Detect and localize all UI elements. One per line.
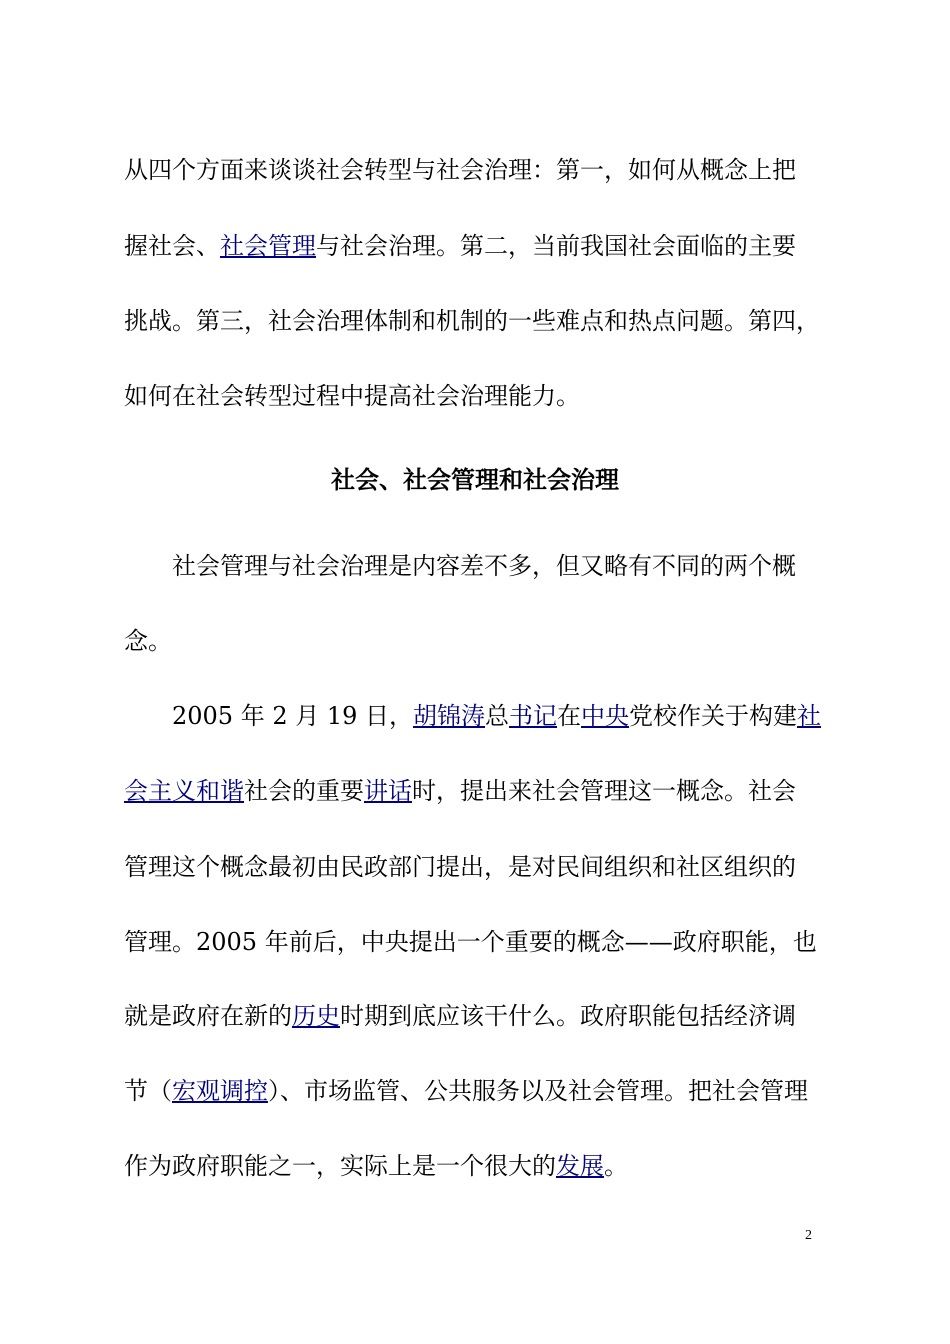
intro-text: 从四个方面来谈谈社会转型与社会治理：第一，如何从概念上把: [124, 156, 796, 184]
link-jianghua[interactable]: 讲话: [364, 777, 412, 805]
intro-line-4: [124, 381, 830, 411]
link-shehui-zhuyi-hexie-part2[interactable]: 会主义和谐: [124, 777, 244, 805]
section-heading: 社会、社会管理和社会治理: [331, 465, 619, 494]
para2-text: 在: [557, 702, 582, 730]
intro-text: 握社会、: [124, 232, 220, 260]
link-shuji[interactable]: 书记: [509, 702, 558, 730]
para2-text: 管理这个概念最初由民政部门提出，是对民间组织和社区组织的: [124, 853, 796, 881]
para2-text: 时期到底应该干什么。政府职能包括经济调: [340, 1002, 796, 1030]
intro-line-3: [124, 306, 830, 336]
para2-line-3: [124, 852, 830, 882]
para2-text: 。: [604, 1152, 628, 1180]
para1-line-2: [124, 626, 830, 656]
intro-line-2: [124, 231, 830, 261]
para2-text: 2005 年 2 月 19 日，: [172, 702, 414, 730]
para2-line-2: [124, 776, 830, 806]
para1-line-1: [172, 551, 830, 581]
para2-text: 管理。2005 年前后，中央提出一个重要的概念——政府职能，也: [124, 928, 817, 956]
page-number: 2: [805, 1228, 812, 1243]
para2-text: 时，提出来社会管理这一概念。社会: [412, 777, 796, 805]
link-zhongyang[interactable]: 中央: [581, 702, 630, 730]
link-hongguan-tiaokong[interactable]: 宏观调控: [172, 1077, 268, 1105]
para2-text: 党校作关于构建: [629, 702, 798, 730]
para2-line-1: [172, 701, 830, 731]
link-hu-jintao[interactable]: 胡锦涛: [413, 702, 486, 730]
para2-text: 作为政府职能之一，实际上是一个很大的: [124, 1152, 556, 1180]
para2-text: 社会的重要: [244, 777, 364, 805]
link-shehui-guanli[interactable]: 社会管理: [220, 232, 316, 260]
para2-line-5: [124, 1001, 830, 1031]
para1-text: 念。: [124, 627, 172, 655]
link-lishi[interactable]: 历史: [292, 1002, 340, 1030]
para2-text: 总: [485, 702, 510, 730]
para2-text: 就是政府在新的: [124, 1002, 292, 1030]
para2-line-4: [124, 927, 830, 957]
intro-text: 与社会治理。第二，当前我国社会面临的主要: [316, 232, 796, 260]
para2-text: 节（: [124, 1077, 172, 1105]
intro-line-1: [124, 155, 830, 185]
para2-line-7: [124, 1151, 830, 1181]
intro-text: 挑战。第三，社会治理体制和机制的一些难点和热点问题。第四，: [124, 307, 820, 335]
link-shehui-zhuyi-hexie-part1[interactable]: 社: [797, 702, 822, 730]
para2-text: ）、市场监管、公共服务以及社会管理。把社会管理: [268, 1077, 808, 1105]
intro-text: 如何在社会转型过程中提高社会治理能力。: [124, 382, 580, 410]
para1-text: 社会管理与社会治理是内容差不多，但又略有不同的两个概: [172, 552, 796, 580]
para2-line-6: [124, 1076, 830, 1106]
link-fazhan[interactable]: 发展: [556, 1152, 604, 1180]
